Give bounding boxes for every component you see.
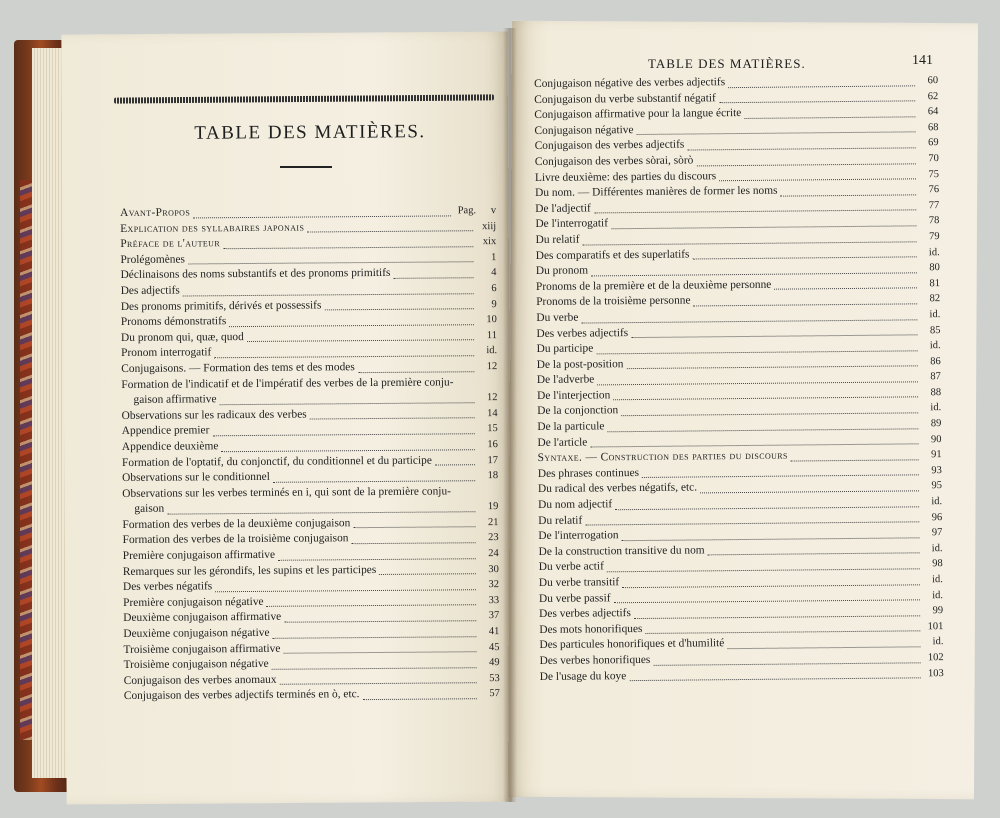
book-gutter [503, 28, 517, 802]
toc-entry-label: Conjugaison du verbe substantif négatif [534, 91, 716, 106]
dot-leader [642, 474, 919, 479]
dot-leader [653, 661, 920, 666]
toc-entry-label: Du verbe [536, 311, 579, 324]
toc-page-number: 103 [927, 667, 944, 679]
dot-leader [719, 177, 916, 181]
toc-page-number: 80 [929, 262, 940, 274]
toc-page-number: 85 [929, 324, 941, 336]
toc-entry-label: Du nom adjectif [538, 498, 613, 512]
toc-entry-label: Première conjugaison affirmative [122, 548, 276, 563]
toc-entry-label: Deuxième conjugaison affirmative [123, 611, 282, 625]
toc-page-number: 30 [488, 563, 499, 575]
toc-entry-label: Des adjectifs [120, 284, 180, 297]
toc-page-number: 1 [491, 251, 497, 263]
toc-page-number: 16 [487, 438, 498, 451]
dot-leader [631, 333, 917, 338]
dot-leader [193, 214, 450, 218]
dot-leader [597, 380, 918, 385]
toc-page-number: 14 [487, 407, 498, 419]
toc-entry-label: Du pronom qui, quæ, quod [120, 330, 244, 344]
dot-leader [694, 302, 918, 306]
toc-page-number: 77 [928, 199, 940, 211]
dot-leader [708, 552, 920, 556]
toc-page-number: xix [482, 236, 497, 248]
dot-leader [273, 479, 475, 483]
toc-entry-label: De la conjonction [537, 404, 619, 418]
dot-leader [215, 588, 476, 592]
toc-page-number: 12 [486, 392, 498, 404]
toc-page-number: 78 [928, 215, 940, 227]
toc-page-number: 99 [932, 605, 944, 617]
toc-page-number: 98 [932, 558, 943, 570]
dot-leader [696, 162, 916, 166]
toc-page-number: id. [932, 636, 944, 648]
dot-leader [353, 526, 475, 529]
toc-page-number: 17 [487, 454, 499, 466]
dot-leader [379, 572, 476, 575]
dot-leader [324, 307, 473, 310]
dot-leader [629, 676, 920, 681]
toc-page-number: 53 [489, 672, 500, 684]
toc-page-number: 64 [927, 106, 939, 118]
toc-page-number: 95 [931, 480, 942, 492]
dot-leader [622, 536, 920, 541]
toc-page-number: 82 [929, 293, 941, 305]
toc-page-number: 68 [927, 121, 939, 134]
toc-page-number: id. [930, 402, 942, 414]
dot-leader [615, 505, 919, 510]
dot-leader [273, 635, 477, 639]
toc-entry [122, 484, 498, 503]
toc-entry-label: Des mots honorifiques [539, 622, 643, 636]
toc-entry-label: Livre deuxième: des parties du discours [534, 169, 717, 184]
toc-entry-label: Du verbe transitif [538, 576, 620, 589]
toc-entry-label: Formation des verbes de la troisième conjugaison [122, 532, 349, 547]
dot-leader [637, 131, 916, 136]
toc-entry-label: Du participe [536, 342, 594, 356]
toc-entry-label: Observations sur les verbes terminés en i, qui sont de la première conju- [122, 485, 451, 500]
toc-entry-label: De la construction transitive du nom [538, 544, 705, 558]
toc-entry-label: Troisième conjugaison affirmative [123, 642, 281, 656]
toc-entry-label: Observations sur les radicaux des verbes [121, 408, 307, 422]
toc-entry [121, 375, 497, 394]
dot-leader [223, 245, 473, 249]
toc-entry-label: Prolégomènes [120, 253, 186, 266]
dot-leader [307, 229, 473, 232]
toc-entry-label: Appendice deuxième [121, 440, 219, 453]
toc-page-number: 86 [930, 355, 941, 367]
toc-page-number: id. [929, 309, 941, 321]
toc-page-number: 24 [488, 548, 499, 560]
toc-entry-label: Formation de l'optatif, du conjonctif, du conditionnel et du participe [121, 454, 432, 469]
toc-page-number: 96 [931, 511, 943, 523]
toc-page-number: 49 [489, 657, 500, 669]
toc-entry-label: Appendice premier [121, 424, 210, 438]
toc-entry-label: Du relatif [535, 233, 580, 246]
toc-page-number: 90 [930, 433, 942, 445]
toc-entry-label: Formation des verbes de la deuxième conjugaison [122, 517, 351, 531]
dot-leader [687, 146, 915, 150]
toc-entry-label: Pronoms de la troisième personne [536, 294, 691, 309]
dot-leader [188, 261, 473, 265]
toc-page-number: 15 [487, 423, 498, 435]
dot-leader [781, 193, 917, 196]
toc-entry-label: Troisième conjugaison négative [123, 658, 269, 672]
title-rule [280, 166, 332, 168]
dot-leader [692, 255, 916, 259]
toc-page-number: 97 [931, 527, 943, 539]
dot-leader [613, 396, 918, 401]
toc-entry-label: Du verbe passif [538, 591, 611, 605]
dot-leader [358, 370, 475, 373]
toc-entry-label: De l'interrogation [538, 529, 619, 543]
dot-leader [700, 489, 919, 493]
dot-leader [267, 604, 477, 608]
dot-leader [220, 401, 475, 405]
dot-leader [247, 339, 474, 343]
toc-page-number: id. [931, 574, 943, 586]
dot-leader [310, 417, 475, 420]
toc-page-number: 76 [928, 184, 940, 196]
toc-page-number: id. [486, 345, 498, 357]
toc-entry-label: Conjugaison des verbes adjectifs terminés en ò, etc. [123, 688, 360, 703]
toc-page-number: id. [928, 246, 940, 258]
toc-entry-label: Des particules honorifiques et d'humilité [539, 637, 725, 652]
toc-entry-label: De la particule [537, 420, 605, 434]
toc-entry-label: Avant-Propos [120, 206, 191, 219]
toc-entry-continuation-label: gaison [134, 502, 165, 516]
toc-entry-label: Pronom interrogatif [121, 346, 212, 360]
toc-entry-label: Conjugaison des verbes sòrai, sòrò [534, 154, 694, 168]
toc-page-number: 69 [928, 137, 939, 149]
toc-entry-label: Pronoms de la première et de la deuxième personne [535, 278, 772, 293]
dot-leader [280, 682, 477, 686]
toc-entry-label: De l'adjectif [535, 202, 591, 215]
dot-leader [352, 541, 476, 544]
dot-leader [594, 209, 917, 214]
toc-page-number: 11 [486, 329, 498, 341]
dot-leader [435, 463, 475, 465]
toc-entry-label: Conjugaison affirmative pour la langue écrite [534, 107, 742, 122]
dot-leader [221, 448, 475, 452]
toc-entry-label: Observations sur le conditionnel [122, 470, 270, 485]
toc-entry-label: Des verbes adjectifs [539, 607, 631, 621]
toc-entry-label: Explication des syllabaires japonais [120, 221, 305, 235]
page-number: 141 [912, 53, 933, 68]
dot-leader [278, 557, 476, 561]
toc-entry-label: Déclinaisons des noms substantifs et des pronoms primitifs [120, 267, 391, 282]
toc-entry-label: Du nom. — Différentes manières de former les noms [535, 184, 778, 200]
toc-page-number: 93 [931, 464, 942, 477]
toc-entry-label: Conjugaison des verbes adjectifs [534, 138, 685, 153]
toc-page-number: 6 [491, 283, 497, 295]
toc-entry-label: Conjugaisons. — Formation des tems et des modes [121, 361, 355, 375]
dot-leader [585, 521, 919, 526]
toc-entry-label: Des comparatifs et des superlatifs [535, 248, 690, 262]
toc-entry-label: Conjugaison négative [534, 123, 634, 137]
toc-page-number: 4 [491, 267, 497, 279]
dot-leader [728, 84, 915, 88]
toc-page-number: 102 [927, 652, 944, 664]
toc-left [120, 203, 500, 705]
toc-page-number: 62 [927, 90, 939, 102]
toc-page-number: 9 [491, 298, 497, 310]
toc-page-number: 18 [487, 470, 499, 482]
toc-page-number: id. [931, 496, 943, 508]
toc-entry-label: Du radical des verbes négatifs, etc. [537, 481, 698, 496]
toc-page-number: v [490, 205, 497, 217]
toc-entry-label: Des verbes négatifs [122, 580, 213, 594]
toc-page-number: 88 [930, 386, 942, 399]
toc-page-number: 101 [927, 620, 944, 633]
toc-page-number: xiij [482, 220, 497, 232]
toc-page-number: 32 [488, 579, 500, 591]
dot-leader [167, 510, 475, 514]
dot-leader [621, 411, 918, 416]
dot-leader [183, 292, 474, 296]
toc-entry-label: Remarques sur les gérondifs, les supins et les participes [122, 563, 377, 578]
dot-leader [645, 630, 920, 635]
dot-leader [607, 567, 920, 572]
toc-entry-label: De l'interrogatif [535, 217, 609, 231]
toc-page-number: 70 [928, 153, 939, 165]
toc-entry-label: Pronoms démonstratifs [120, 315, 227, 329]
dot-leader [393, 276, 473, 279]
dot-leader [272, 666, 477, 670]
toc-page-number: 19 [487, 501, 499, 513]
toc-entry-label: Première conjugaison négative [123, 595, 264, 609]
dot-leader [744, 115, 915, 119]
toc-entry-label: De l'usage du koye [539, 669, 627, 683]
toc-page-number: 87 [930, 371, 941, 383]
toc-entry [124, 686, 500, 705]
running-header: TABLE DES MATIÈRES. [648, 56, 806, 71]
dot-leader [283, 650, 476, 654]
dot-leader [719, 100, 915, 104]
toc-page-number: 45 [488, 641, 500, 653]
toc-page-number: id. [929, 340, 941, 352]
toc-entry-label: Du pronom [535, 264, 589, 278]
toc-entry-label: Syntaxe. — Construction des parties du discours [537, 449, 788, 465]
toc-entry-label: Des verbes adjectifs [536, 326, 629, 340]
toc-entry-label: Préface de l'auteur [120, 237, 221, 251]
toc-page-number: id. [932, 589, 944, 601]
dot-leader [214, 354, 474, 358]
dot-leader [791, 458, 919, 461]
toc-entry-label: De l'article [537, 436, 588, 449]
toc-entry-label: Formation de l'indicatif et de l'impératif des verbes de la première conju- [121, 375, 454, 391]
toc-entry-label: Conjugaison négative des verbes adjectifs [534, 76, 726, 90]
toc-page-number: 60 [927, 75, 939, 87]
toc-page-number: 91 [931, 449, 942, 461]
dot-leader [363, 697, 477, 700]
dot-leader [622, 583, 920, 588]
toc-entry-label: Des pronoms primitifs, dérivés et possessifs [120, 298, 322, 313]
toc-entry-label: Conjugaison des verbes anomaux [123, 673, 277, 687]
toc-page-number: 89 [930, 418, 942, 430]
dot-leader [212, 432, 474, 436]
toc-entry-label: Des phrases continues [537, 466, 640, 480]
dot-leader [626, 365, 917, 370]
dot-leader [727, 645, 920, 649]
toc-entry-label: De l'interjection [537, 389, 611, 402]
dot-leader [284, 619, 476, 623]
dot-leader [591, 271, 917, 276]
dot-leader [774, 287, 917, 290]
toc-page-number: 81 [929, 277, 941, 289]
toc-entry-label: Du verbe actif [538, 560, 604, 574]
toc-pag-label: Pag. [457, 205, 477, 217]
toc-entry-label: Des verbes honorifiques [539, 653, 651, 667]
toc-page-number: 33 [488, 594, 500, 606]
toc-right [534, 73, 944, 685]
toc-entry-continuation-label: gaison affirmative [133, 393, 217, 407]
dot-leader [581, 318, 917, 323]
dot-leader [583, 240, 917, 245]
toc-page-number: 12 [486, 360, 498, 373]
toc-page-number: 57 [489, 688, 500, 700]
toc-page-number: 37 [488, 610, 500, 622]
toc-page-number: 23 [488, 532, 499, 544]
toc-page-number: 41 [488, 626, 500, 638]
toc-page-number: 10 [486, 314, 497, 326]
dot-leader [590, 443, 918, 448]
toc-page-number: 79 [928, 231, 940, 243]
toc-entry-label: De la post-position [536, 357, 624, 371]
toc-entry-label: Deuxième conjugaison négative [123, 626, 270, 641]
dot-leader [611, 224, 916, 229]
toc-entry-label: De l'adverbe [536, 373, 595, 387]
dot-leader [614, 599, 921, 604]
dot-leader [229, 323, 474, 327]
toc-entry-label: Du relatif [538, 514, 583, 527]
dot-leader [634, 614, 920, 619]
page-title: TABLE DES MATIÈRES. [194, 121, 426, 144]
toc-page-number: id. [931, 542, 943, 555]
toc-page-number: 75 [928, 168, 940, 180]
dot-leader [607, 427, 918, 432]
dot-leader [596, 349, 917, 354]
toc-page-number: 21 [487, 516, 499, 528]
